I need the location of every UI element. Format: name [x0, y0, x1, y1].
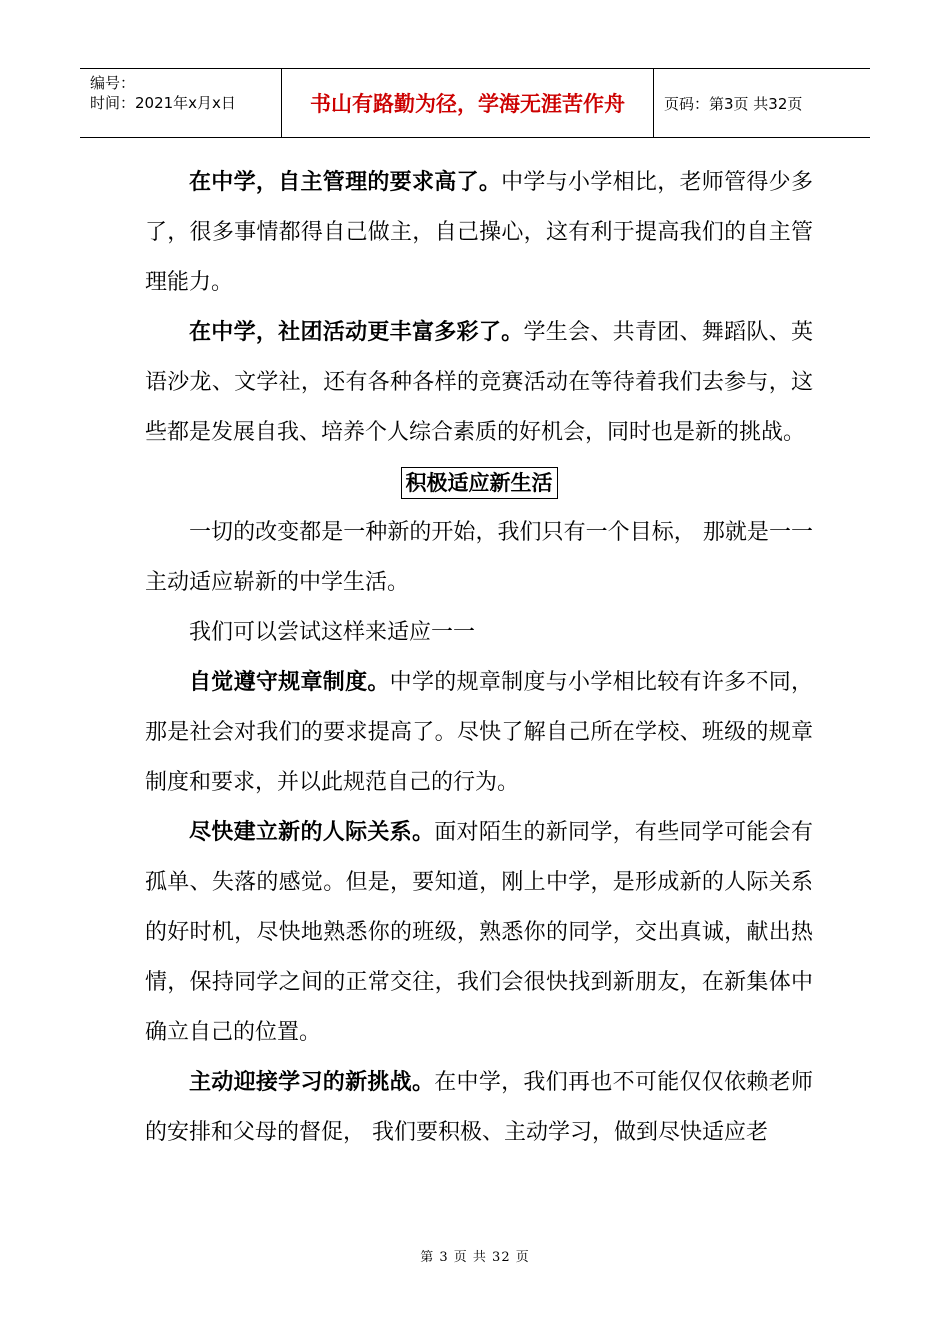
paragraph-text: 在中学，我们再也不可能仅仅依赖老师的安排和父母的督促， 我们要积极、主动学习，做到尽快适应老 [145, 1070, 813, 1145]
paragraph-follow-rules [145, 658, 813, 808]
paragraph-try-adapt [145, 608, 813, 658]
section-heading: 积极适应新生活 [401, 467, 558, 499]
paragraph-text: 面对陌生的新同学，有些同学可能会有孤单、失落的感觉。但是，要知道，刚上中学，是形成新的人际关系的好时机，尽快地熟悉你的班级，熟悉你的同学，交出真诚，献出热情，保持同学之间的正常交往，我们会很快找到新朋友，在新集体中确立自己的位置。 [145, 820, 813, 1045]
paragraph-lead: 主动迎接学习的新挑战。 [189, 1070, 435, 1095]
page-footer: 第 3 页 共 32 页 [420, 1250, 530, 1265]
paragraph-relationships [145, 808, 813, 1058]
document-date: 时间：2021年x月x日 [90, 94, 236, 112]
paragraph-text: 学生会、共青团、舞蹈队、英语沙龙、文学社，还有各种各样的竞赛活动在等待着我们去参与，这些都是发展自我、培养个人综合素质的好机会，同时也是新的挑战。 [145, 320, 813, 445]
paragraph-text: 一切的改变都是一种新的开始，我们只有一个目标， 那就是一一主动适应崭新的中学生活。 [145, 520, 813, 595]
header-motto: 书山有路勤为径，学海无涯苦作舟 [282, 69, 654, 137]
paragraph-text: 中学与小学相比，老师管得少多了，很多事情都得自己做主，自己操心，这有利于提高我们的自主管理能力。 [145, 170, 813, 295]
section-heading-wrap [145, 458, 813, 508]
paragraph-new-start [145, 508, 813, 608]
paragraph-lead: 自觉遵守规章制度。 [189, 670, 390, 695]
header-meta [80, 69, 282, 137]
paragraph-learning-challenge [145, 1058, 813, 1158]
paragraph-lead: 尽快建立新的人际关系。 [189, 820, 435, 845]
paragraph-club-activities [145, 308, 813, 458]
paragraph-lead: 在中学，社团活动更丰富多彩了。 [189, 320, 524, 345]
document-body [145, 158, 813, 1158]
header-page-info: 页码：第3页 共32页 [664, 94, 803, 113]
paragraph-text: 中学的规章制度与小学相比较有许多不同，那是社会对我们的要求提高了。尽快了解自己所在学校、班级的规章制度和要求，并以此规范自己的行为。 [145, 670, 813, 795]
page-header [80, 68, 870, 138]
paragraph-lead: 在中学，自主管理的要求高了。 [189, 170, 502, 195]
document-number-label: 编号： [90, 74, 136, 92]
paragraph-self-management [145, 158, 813, 308]
paragraph-text: 我们可以尝试这样来适应一一 [189, 620, 476, 645]
